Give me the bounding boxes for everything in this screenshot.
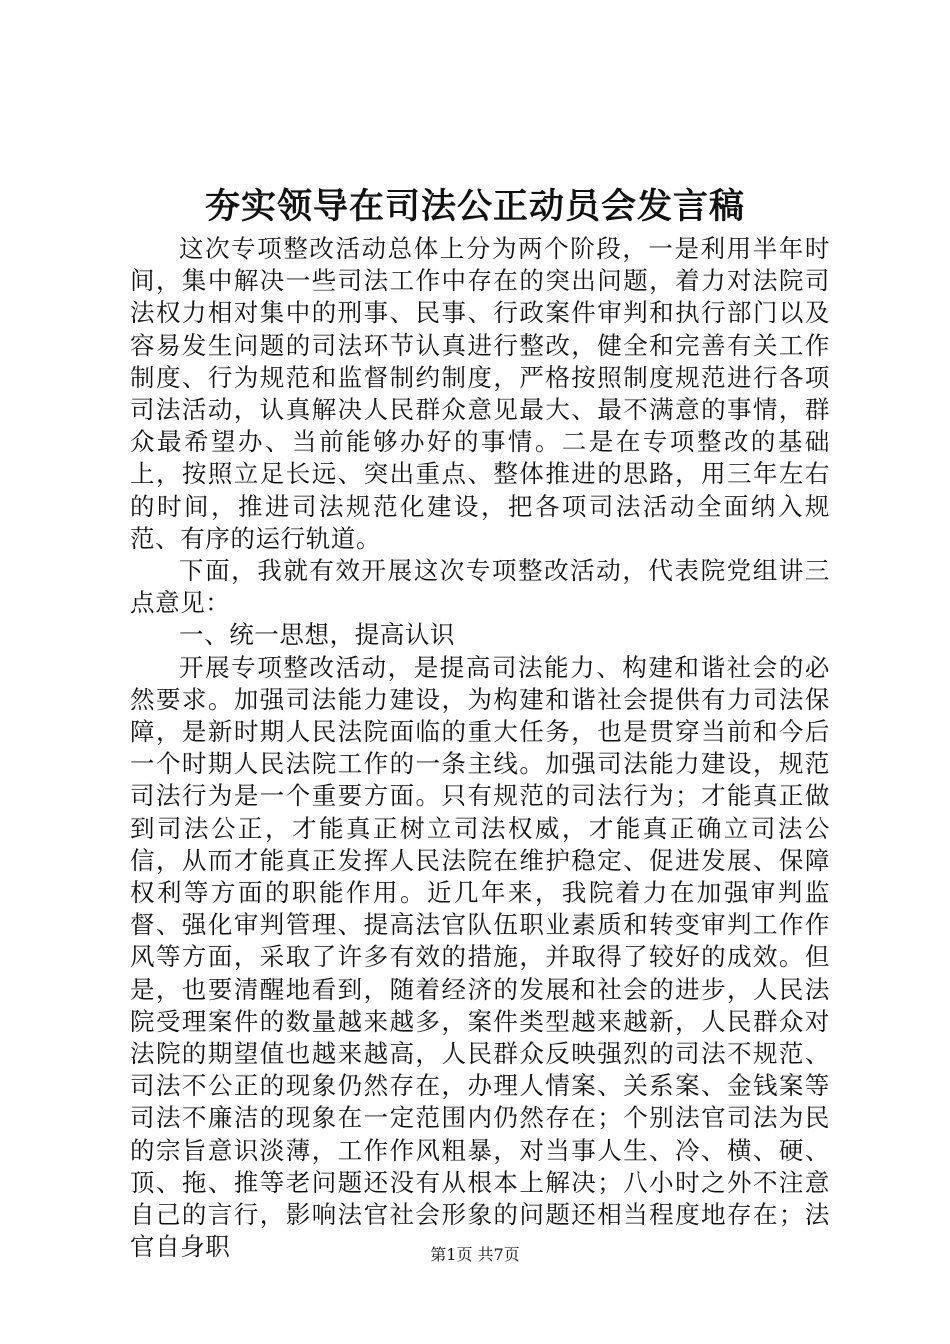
- page-footer: 第1页 共7页: [430, 1245, 520, 1264]
- paragraph-1: 这次专项整改活动总体上分为两个阶段，一是利用半年时间，集中解决一些司法工作中存在的突出问题，着力对法院司法权力相对集中的刑事、民事、行政案件审判和执行部门以及容易发生问题的司法环节认真进行整改，健全和完善有关工作制度、行为规范和监督制约制度，严格按照制度规范进行各项司法活动，认真解决人民群众意见最大、最不满意的事情，群众最希望办、当前能够办好的事情。二是在专项整改的基础上，按照立足长远、突出重点、整体推进的思路，用三年左右的时间，推进司法规范化建设，把各项司法活动全面纳入规范、有序的运行轨道。: [130, 234, 830, 553]
- document-body: [130, 233, 830, 1264]
- paragraph-2: 下面，我就有效开展这次专项整改活动，代表院党组讲三点意见：: [130, 556, 830, 618]
- paragraph-3: 开展专项整改活动，是提高司法能力、构建和谐社会的必然要求。加强司法能力建设，为构建和谐社会提供有力司法保障，是新时期人民法院面临的重大任务，也是贯穿当前和今后一个时期人民法院工作的一条主线。加强司法能力建设，规范司法行为是一个重要方面。只有规范的司法行为；才能真正做到司法公正，才能真正树立司法权威，才能真正确立司法公信，从而才能真正发挥人民法院在维护稳定、促进发展、保障权利等方面的职能作用。近几年来，我院着力在加强审判监督、强化审判管理、提高法官队伍职业素质和转变审判工作作风等方面，采取了许多有效的措施，并取得了较好的成效。但是，也要清醒地看到，随着经济的发展和社会的进步，人民法院受理案件的数量越来越多，案件类型越来越新，人民群众对法院的期望值也越来越高，人民群众反映强烈的司法不规范、司法不公正的现象仍然存在，办理人情案、关系案、金钱案等司法不廉洁的现象在一定范围内仍然存在；个别法官司法为民的宗旨意识淡薄，工作作风粗暴，对当事人生、冷、横、硬、顶、拖、推等老问题还没有从根本上解决；八小时之外不注意自己的言行，影响法官社会形象的问题还相当程度地存在；法官自身职: [130, 652, 830, 1262]
- section-heading-1: 一、统一思想，提高认识: [179, 620, 456, 650]
- document-title: 夯实领导在司法公正动员会发言稿: [204, 186, 745, 227]
